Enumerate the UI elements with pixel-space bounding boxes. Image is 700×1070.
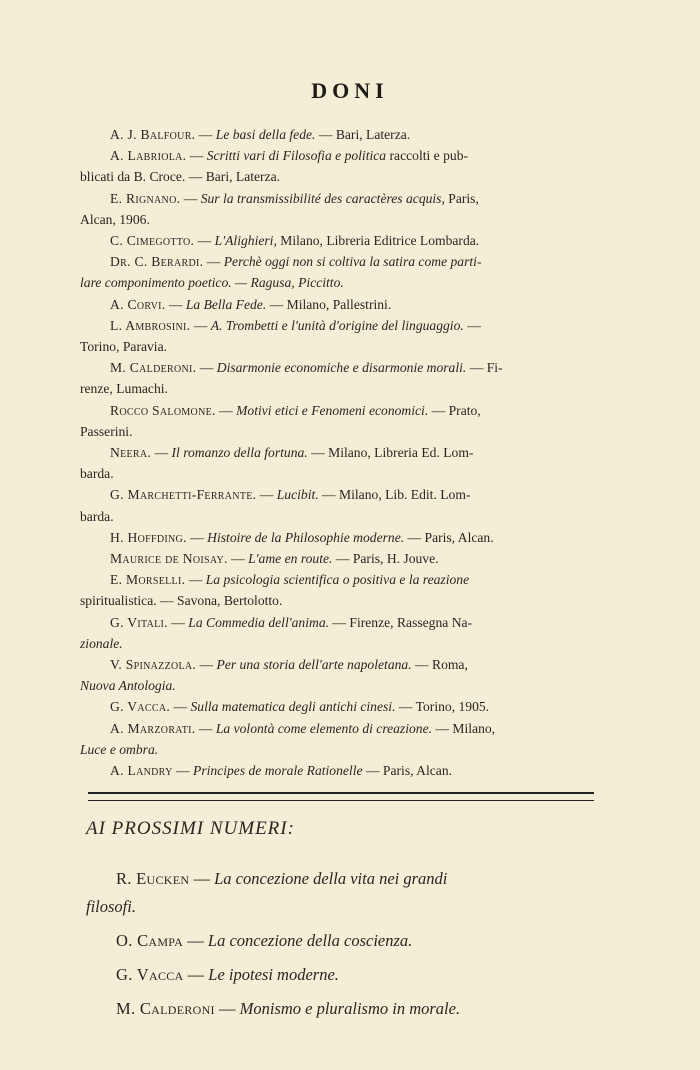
entry-author: C. Cimegotto. xyxy=(110,233,195,249)
entry-title: La Commedia dell'anima. xyxy=(188,614,330,630)
entry-publisher: Roma, xyxy=(432,657,468,673)
entry-author: E. Rignano. xyxy=(110,190,181,206)
list-item: G. Vacca — Le ipotesi moderne. xyxy=(116,965,339,984)
entry-title: Il romanzo della fortuna. xyxy=(171,445,308,461)
divider-thin xyxy=(88,800,594,801)
entry-author: V. Spinazzola. xyxy=(110,657,197,673)
entry-publisher: — Fi- xyxy=(469,360,503,376)
entry-title: Motivi etici e Fenomeni economici. xyxy=(236,402,429,418)
entry-publisher: — xyxy=(467,317,481,333)
entry-author: R. Eucken xyxy=(116,869,190,888)
entry-title: Sur la transmissibilité des caractères acquis, xyxy=(200,190,445,206)
upcoming-list xyxy=(86,862,606,1026)
list-item: L. Ambrosini. — A. Trombetti e l'unità d'origine del linguaggio. — Torino, Paravia. xyxy=(80,315,600,357)
entry-title: Sulla matematica degli antichi cinesi. xyxy=(190,699,396,715)
entry-author: G. Vitali. xyxy=(110,614,168,630)
list-item: Maurice de Noisay. — L'ame en route. — Paris, H. Jouve. xyxy=(110,551,439,567)
list-item: M. Calderoni — Monismo e pluralismo in morale. xyxy=(116,999,461,1018)
entry-title: La volontà come elemento di creazione. xyxy=(215,720,433,736)
list-item: G. Vacca. — Sulla matematica degli antichi cinesi. — Torino, 1905. xyxy=(110,699,490,715)
entry-continuation: blicati da B. Croce. — Bari, Laterza. xyxy=(80,169,281,185)
entry-author: G. Vacca xyxy=(116,965,184,984)
entry-publisher: raccolti e pub- xyxy=(389,148,469,164)
entry-author: Dr. C. Berardi. xyxy=(110,254,204,270)
entry-author: E. Morselli. xyxy=(110,572,186,588)
entry-author: Maurice de Noisay. xyxy=(110,551,228,567)
entry-author: G. Vacca. xyxy=(110,699,171,715)
list-item: A. J. Balfour. — Le basi della fede. — Bari, Laterza. xyxy=(110,127,411,142)
list-item: G. Marchetti-Ferrante. — Lucibit. — Milano, Lib. Edit. Lom- barda. xyxy=(80,484,600,526)
list-item: C. Cimegotto. — L'Alighieri, Milano, Libreria Editrice Lombarda. xyxy=(110,233,480,249)
entry-author: A. Landry xyxy=(110,763,173,779)
entry-title: Le ipotesi moderne. xyxy=(208,965,339,984)
list-item: A. Corvi. — La Bella Fede. — Milano, Pallestrini. xyxy=(110,296,392,312)
entry-publisher: Paris, H. Jouve. xyxy=(352,551,439,567)
entry-publisher: Firenze, Rassegna Na- xyxy=(349,614,473,630)
entry-title: Le basi della fede. xyxy=(215,127,316,142)
entry-publisher: Milano, Pallestrini. xyxy=(286,296,392,312)
entry-continuation: filosofi. xyxy=(86,897,136,916)
entry-title: L'ame en route. xyxy=(248,551,333,567)
entry-title: Per una storia dell'arte napoletana. xyxy=(216,657,412,673)
entry-title: L'Alighieri, xyxy=(214,233,277,249)
entry-continuation: renze, Lumachi. xyxy=(80,381,168,397)
entry-author: G. Marchetti-Ferrante. xyxy=(110,487,257,503)
entry-publisher: Milano, Libreria Ed. Lom- xyxy=(328,445,474,461)
list-item: G. Vitali. — La Commedia dell'anima. — Firenze, Rassegna Na- zionale. xyxy=(80,612,600,654)
entry-continuation: Alcan, 1906. xyxy=(80,211,150,227)
entry-title: Histoire de la Philosophie moderne. xyxy=(207,529,405,545)
entry-title: Lucibit. xyxy=(276,487,319,503)
entry-publisher: Bari, Laterza. xyxy=(335,127,411,142)
entry-continuation: Luce e ombra. xyxy=(80,741,159,757)
list-item: E. Rignano. — Sur la transmissibilité des caractères acquis, Paris, Alcan, 1906. xyxy=(80,188,600,230)
entry-title: La psicologia scientifica o positiva e la reazione xyxy=(205,572,470,588)
entry-continuation: spiritualistica. — Savona, Bertolotto. xyxy=(80,593,283,609)
entry-continuation: Torino, Paravia. xyxy=(80,339,168,355)
entry-continuation: Passerini. xyxy=(80,423,133,439)
entry-author: Rocco Salomone. xyxy=(110,402,216,418)
list-item: O. Campa — La concezione della coscienza. xyxy=(116,931,413,950)
entry-author: A. Corvi. xyxy=(110,296,166,312)
divider-thick xyxy=(88,792,594,794)
list-item: Dr. C. Berardi. — Perchè oggi non si coltiva la satira come parti- lare componimento poetico. — Ragusa, Piccitto. xyxy=(80,251,600,293)
entry-publisher: Milano, Libreria Editrice Lombarda. xyxy=(280,233,480,249)
list-item: A. Landry — Principes de morale Rationelle — Paris, Alcan. xyxy=(110,763,453,779)
entry-author: O. Campa xyxy=(116,931,184,950)
page-title: DONI xyxy=(311,78,389,103)
entry-title: La concezione della vita nei grandi xyxy=(214,869,448,888)
entry-publisher: Paris, Alcan. xyxy=(424,529,494,545)
entry-title: Monismo e pluralismo in morale. xyxy=(239,999,461,1018)
entry-publisher: Prato, xyxy=(448,402,481,418)
list-item: A. Labriola. — Scritti vari di Filosofia e politica raccolti e pub- blicati da B. Croce. — Bari, Laterza. xyxy=(80,145,600,187)
list-item: E. Morselli. — La psicologia scientifica o positiva e la reazione spiritualistica. — Savona, Bertolotto. xyxy=(80,569,600,611)
entry-author: A. J. Balfour. xyxy=(110,127,196,142)
entry-author: A. Marzorati. xyxy=(110,720,196,736)
list-item: Neera. — Il romanzo della fortuna. — Milano, Libreria Ed. Lom- barda. xyxy=(80,442,600,484)
entry-continuation: zionale. xyxy=(80,635,123,651)
list-item: R. Eucken — La concezione della vita nei grandi filosofi. xyxy=(86,862,606,924)
list-item: A. Marzorati. — La volontà come elemento di creazione. — Milano, Luce e ombra. xyxy=(80,718,600,760)
entry-title: Disarmonie economiche e disarmonie morali. xyxy=(216,360,467,376)
list-item: M. Calderoni. — Disarmonie economiche e disarmonie morali. — Fi- renze, Lumachi. xyxy=(80,357,600,399)
entry-title: Perchè oggi non si coltiva la satira come parti- xyxy=(223,254,482,270)
section-heading: AI PROSSIMI NUMERI: xyxy=(86,818,295,839)
list-item: H. Hoffding. — Histoire de la Philosophie moderne. — Paris, Alcan. xyxy=(110,529,494,545)
donations-list xyxy=(80,124,600,781)
entry-publisher: Milano, Lib. Edit. Lom- xyxy=(339,487,471,503)
entry-continuation: barda. xyxy=(80,508,114,524)
entry-title: Scritti vari di Filosofia e politica xyxy=(206,148,387,164)
entry-publisher: Paris, Alcan. xyxy=(382,763,453,779)
entry-continuation: lare componimento poetico. — Ragusa, Piccitto. xyxy=(80,275,344,291)
entry-publisher: Milano, xyxy=(452,720,496,736)
entry-author: M. Calderoni. xyxy=(110,360,197,376)
entry-author: Neera. xyxy=(110,445,152,461)
entry-author: A. Labriola. xyxy=(110,148,187,164)
entry-author: L. Ambrosini. xyxy=(110,317,191,333)
entry-title: A. Trombetti e l'unità d'origine del linguaggio. xyxy=(210,317,464,333)
entry-title: La concezione della coscienza. xyxy=(207,931,413,950)
entry-title: La Bella Fede. xyxy=(185,296,267,312)
list-item: V. Spinazzola. — Per una storia dell'arte napoletana. — Roma, Nuova Antologia. xyxy=(80,654,600,696)
entry-publisher: Paris, xyxy=(448,190,479,206)
entry-author: M. Calderoni xyxy=(116,999,215,1018)
entry-publisher: Torino, 1905. xyxy=(415,699,490,715)
entry-author: H. Hoffding. xyxy=(110,529,187,545)
entry-continuation: Nuova Antologia. xyxy=(80,678,176,694)
list-item: Rocco Salomone. — Motivi etici e Fenomeni economici. — Prato, Passerini. xyxy=(80,400,600,442)
entry-continuation: barda. xyxy=(80,466,114,482)
entry-title: Principes de morale Rationelle xyxy=(193,763,363,779)
